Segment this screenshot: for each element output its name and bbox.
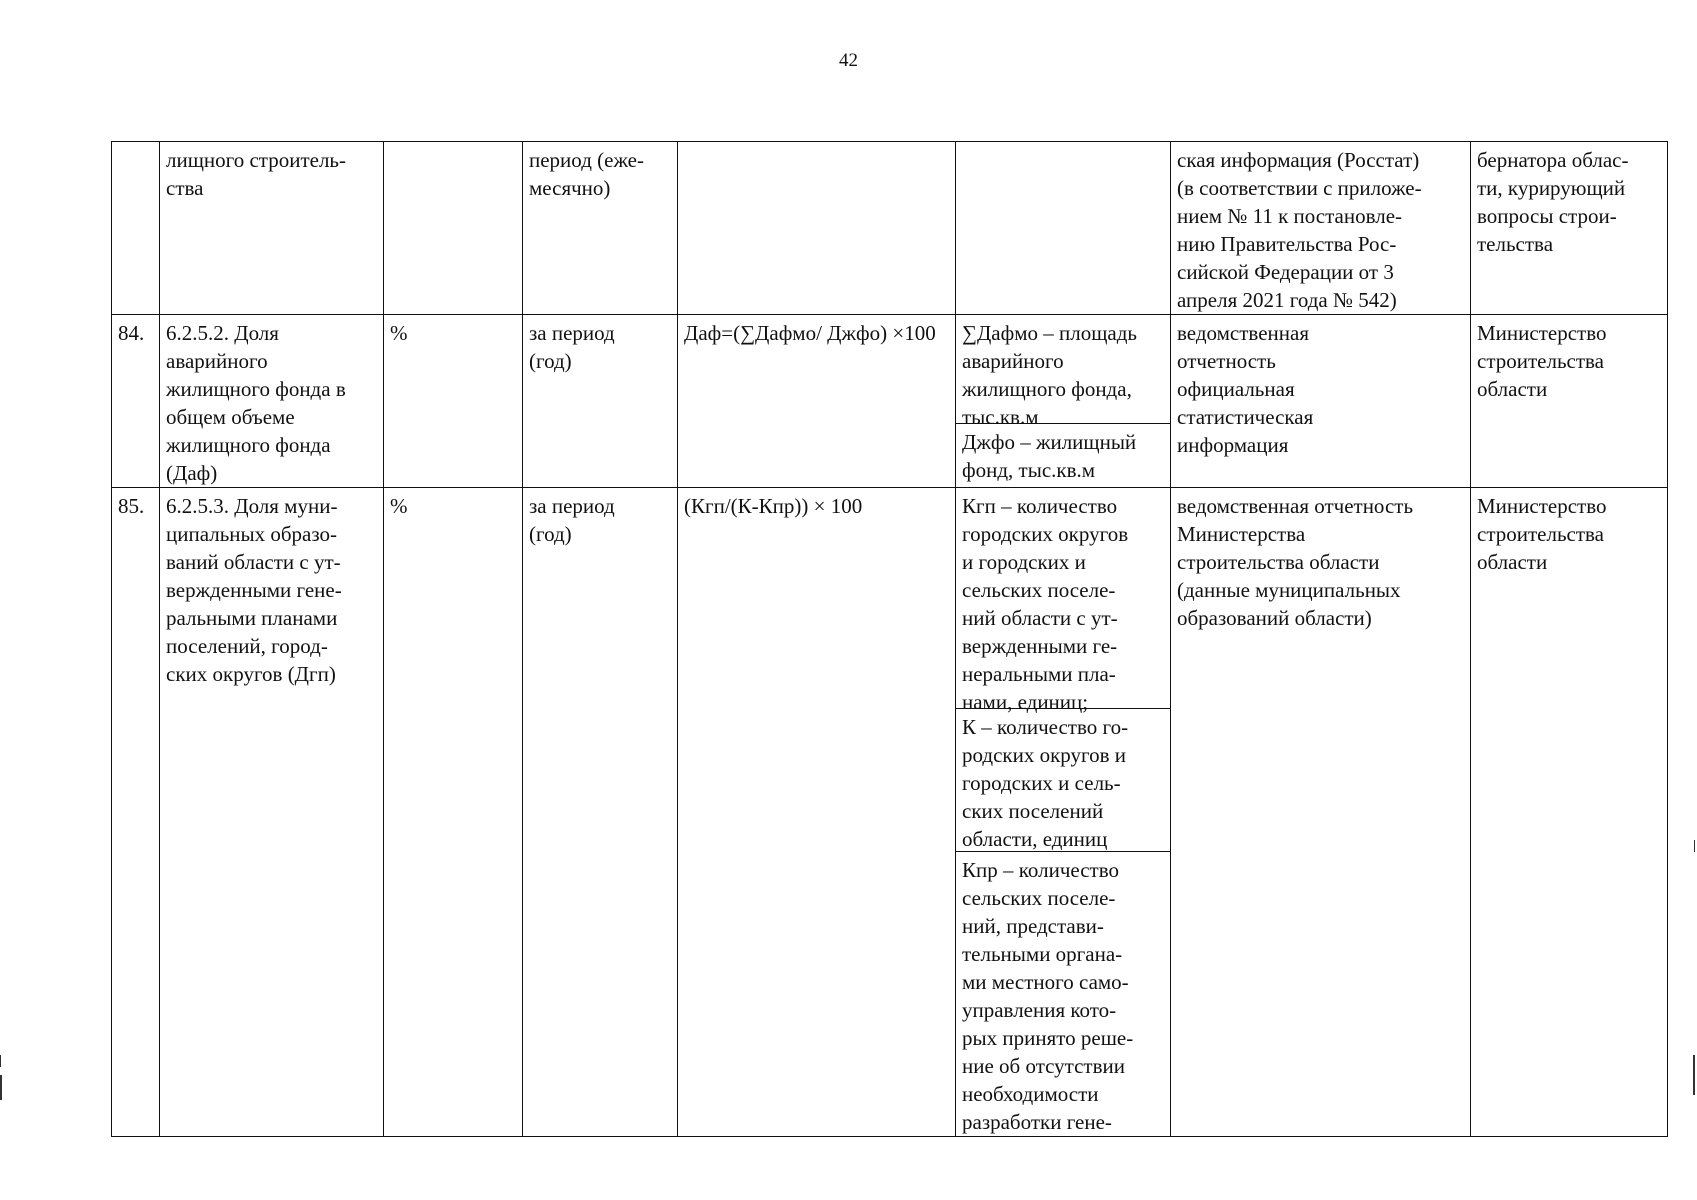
variable-definition: Кпр – количество сельских поселе- ний, представи- тельными органа- ми местного само- управления кото- рых принято реше- ние об отсутствии необходимости разработки гене- [956,851,1170,1136]
indicator-name: 6.2.5.3. Доля муни- ципальных образо- ваний области с ут- вержденными гене- ральными планами поселений, город- ских округов (Дгп) [160,488,384,1137]
data-source: ведомственная отчетность Министерства строительства области (данные муниципальных образований области) [1171,488,1471,1137]
formula: Даф=(∑Дафмо/ Джфо) ×100 [678,315,956,488]
unit: % [384,488,523,1137]
page-number: 42 [839,50,858,71]
scan-edge-mark [0,1055,1,1067]
formula [678,142,956,315]
period: период (еже- месячно) [523,142,678,315]
responsible: Министерство строительства области [1471,315,1668,488]
variable-definition: Джфо – жилищный фонд, тыс.кв.м [956,423,1170,484]
table-row [112,488,1668,1137]
table-row [112,142,1668,315]
variables [956,488,1171,1137]
variables [956,315,1171,488]
indicator-name: лищного строитель- ства [160,142,384,315]
indicators-table [111,141,1668,1137]
variables [956,142,1171,315]
variable-definition: К – количество го- родских округов и городских и сель- ских поселений области, единиц [956,708,1170,851]
data-source: ведомственная отчетность официальная статистическая информация [1171,315,1471,488]
period: за период (год) [523,315,678,488]
variable-definition: ∑Дафмо – площадь аварийного жилищного фонда, тыс.кв.м [962,321,1137,429]
responsible: Министерство строительства области [1471,488,1668,1137]
unit [384,142,523,315]
variable-definition: Кгп – количество городских округов и городских и сельских поселе- ний области с ут- вержденными ге- неральными пла- нами, единиц; [962,494,1129,714]
responsible: бернатора облас- ти, курирующий вопросы строи- тельства [1471,142,1668,315]
scan-edge-mark [0,1075,2,1100]
row-number: 84. [112,315,160,488]
unit: % [384,315,523,488]
scan-edge-mark [1693,1055,1695,1095]
data-source: ская информация (Росстат) (в соответствии с приложе- нием № 11 к постановле- нию Правительства Рос- сийской Федерации от 3 апреля 2021 года № 542) [1171,142,1471,315]
scan-edge-mark [1694,840,1695,852]
formula: (Кгп/(К-Кпр)) × 100 [678,488,956,1137]
row-number: 85. [112,488,160,1137]
period: за период (год) [523,488,678,1137]
table-row [112,315,1668,488]
indicator-name: 6.2.5.2. Доля аварийного жилищного фонда в общем объеме жилищного фонда (Даф) [160,315,384,488]
row-number [112,142,160,315]
